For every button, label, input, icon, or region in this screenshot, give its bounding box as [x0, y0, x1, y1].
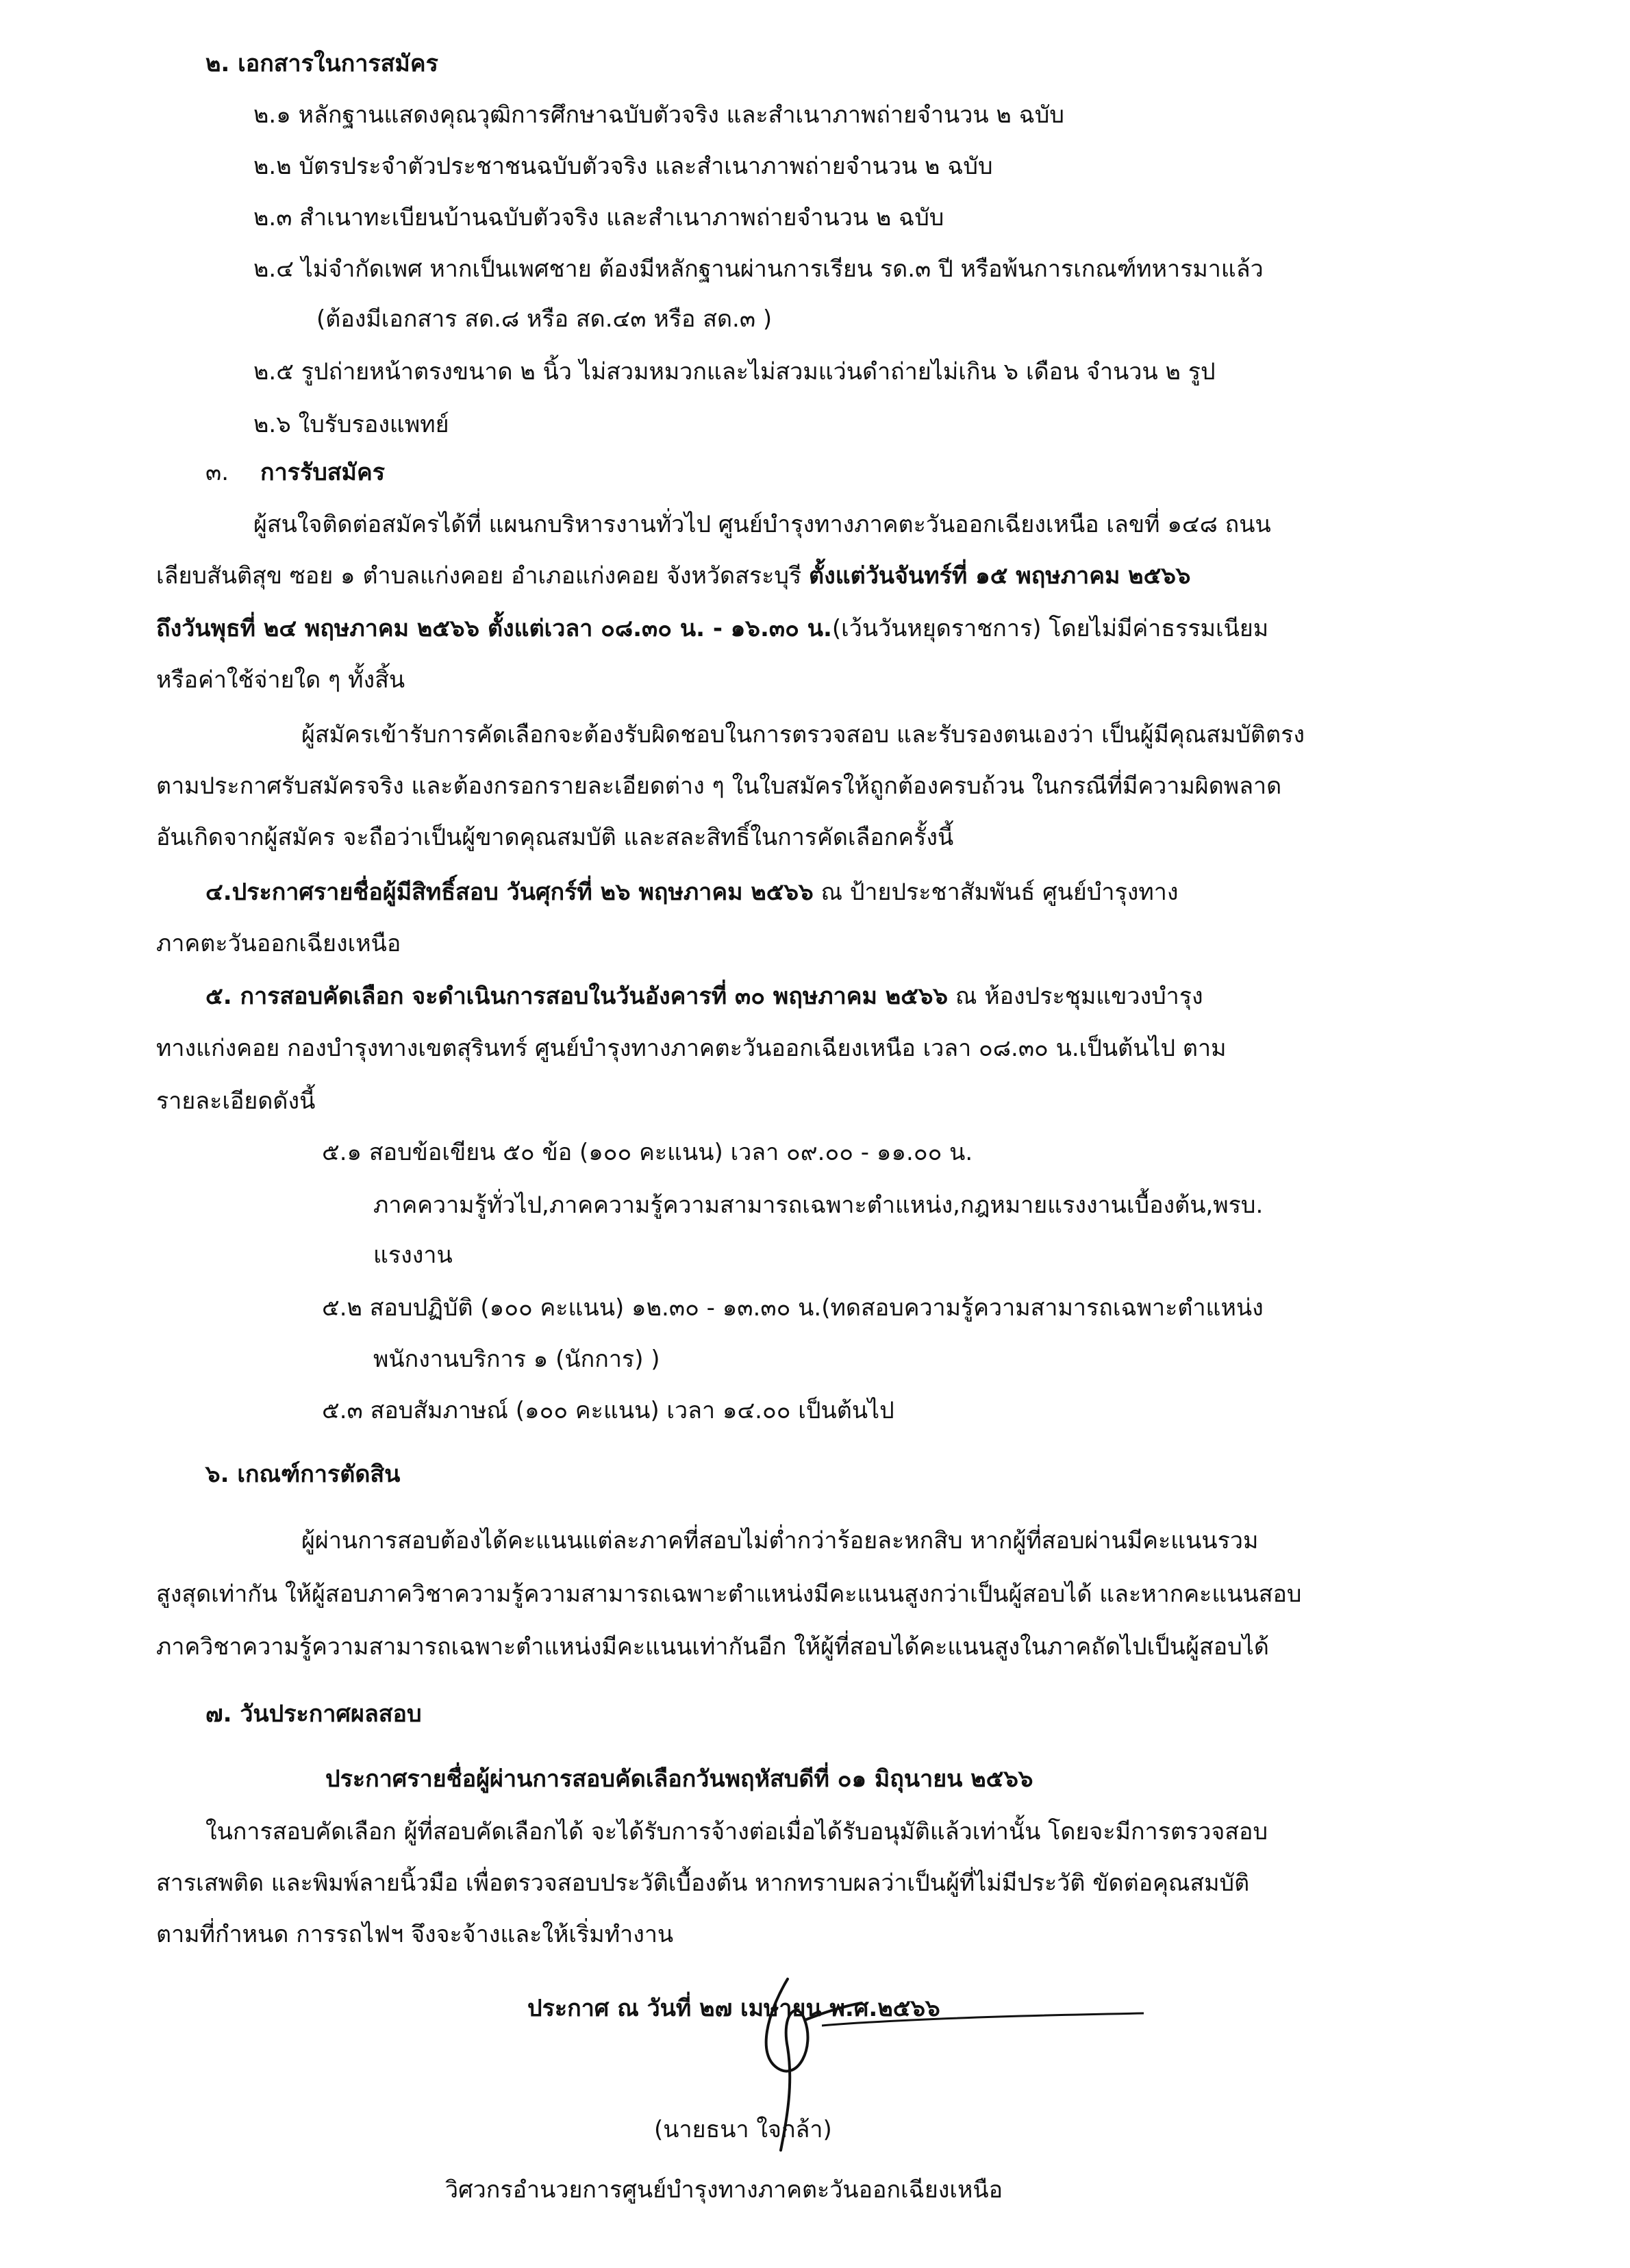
item-5-1-detail-2: แรงงาน [373, 1242, 453, 1269]
item-2-6: ๒.๖ ใบรับรองแพทย์ [253, 411, 449, 438]
section-5-line3: รายละเอียดดังนี้ [156, 1087, 316, 1115]
section-3-p2-line2: ตามประกาศรับสมัครจริง และต้องกรอกรายละเอียดต่าง ๆ ในใบสมัครให้ถูกต้องครบถ้วน ในกรณีที่มีความผิดพลาด [156, 772, 1282, 800]
section-6-line3: ภาควิชาความรู้ความสามารถเฉพาะตำแหน่งมีคะแนนเท่ากันอีก ให้ผู้ที่สอบได้คะแนนสูงในภาคถัดไปเป็นผู้สอบได้ [156, 1633, 1269, 1661]
section-2-heading: ๒. เอกสารในการสมัคร [205, 50, 438, 77]
item-5-2-detail: พนักงานบริการ ๑ (นักการ) ) [373, 1346, 660, 1373]
item-5-2: ๕.๒ สอบปฏิบัติ (๑๐๐ คะแนน) ๑๒.๓๐ - ๑๓.๓๐ น.(ทดสอบความรู้ความสามารถเฉพาะตำแหน่ง [322, 1294, 1264, 1322]
item-2-2: ๒.๒ บัตรประจำตัวประชาชนฉบับตัวจริง และสำเนาภาพถ่ายจำนวน ๒ ฉบับ [253, 153, 993, 180]
item-5-1-detail: ภาคความรู้ทั่วไป,ภาคความรู้ความสามารถเฉพาะตำแหน่ง,กฎหมายแรงงานเบื้องต้น,พรบ. [373, 1192, 1264, 1219]
announcement-date: ประกาศ ณ วันที่ ๒๗ เมษายน พ.ศ.๒๕๖๖ [527, 1995, 940, 2022]
item-2-1: ๒.๑ หลักฐานแสดงคุณวุฒิการศึกษาฉบับตัวจริง และสำเนาภาพถ่ายจำนวน ๒ ฉบับ [253, 101, 1064, 129]
section-3-p1-line2: เลียบสันติสุข ซอย ๑ ตำบลแก่งคอย อำเภอแก่งคอย จังหวัดสระบุรี ตั้งแต่วันจันทร์ที่ ๑๕ พฤษภาคม ๒๕๖๖ [156, 562, 1191, 590]
section-7-line1: ในการสอบคัดเลือก ผู้ที่สอบคัดเลือกได้ จะได้รับการจ้างต่อเมื่อได้รับอนุมัติแล้วเท่านั้น โดยจะมีการตรวจสอบ [205, 1818, 1268, 1845]
section-7-line2: สารเสพติด และพิมพ์ลายนิ้วมือ เพื่อตรวจสอบประวัติเบื้องต้น หากทราบผลว่าเป็นผู้ที่ไม่มีประวัติ ขัดต่อคุณสมบัติ [156, 1869, 1250, 1897]
section-3-heading: การรับสมัคร [260, 459, 385, 486]
section-6-line1: ผู้ผ่านการสอบต้องได้คะแนนแต่ละภาคที่สอบไม่ต่ำกว่าร้อยละหกสิบ หากผู้ที่สอบผ่านมีคะแนนรวม [301, 1527, 1259, 1554]
section-3-p1-line1: ผู้สนใจติดต่อสมัครได้ที่ แผนกบริหารงานทั่วไป ศูนย์บำรุงทางภาคตะวันออกเฉียงเหนือ เลขที่ ๑๔๘ ถนน [253, 511, 1271, 538]
section-4-line2: ภาคตะวันออกเฉียงเหนือ [156, 930, 401, 957]
section-5-line1: ๕. การสอบคัดเลือก จะดำเนินการสอบในวันอังคารที่ ๓๐ พฤษภาคม ๒๕๖๖ ณ ห้องประชุมแขวงบำรุง [205, 983, 1203, 1010]
item-2-4-note: (ต้องมีเอกสาร สด.๘ หรือ สด.๔๓ หรือ สด.๓ ) [316, 305, 773, 333]
strikethrough-mark [822, 2012, 1144, 2032]
section-5-line2: ทางแก่งคอย กองบำรุงทางเขตสุรินทร์ ศูนย์บำรุงทางภาคตะวันออกเฉียงเหนือ เวลา ๐๘.๓๐ น.เป็นต้นไป ตาม [156, 1035, 1227, 1062]
signatory-name: (นายธนา ใจกล้า) [654, 2116, 832, 2143]
section-3-number: ๓. [205, 459, 229, 486]
section-3-p2-line3: อันเกิดจากผู้สมัคร จะถือว่าเป็นผู้ขาดคุณสมบัติ และสละสิทธิ์ในการคัดเลือกครั้งนี้ [156, 824, 954, 851]
section-7-announcement: ประกาศรายชื่อผู้ผ่านการสอบคัดเลือกวันพฤหัสบดีที่ ๐๑ มิถุนายน ๒๕๖๖ [325, 1765, 1033, 1793]
section-6-line2: สูงสุดเท่ากัน ให้ผู้สอบภาควิชาความรู้ความสามารถเฉพาะตำแหน่งมีคะแนนสูงกว่าเป็นผู้สอบได้ และหากคะแนนสอบ [156, 1580, 1302, 1608]
item-2-5: ๒.๕ รูปถ่ายหน้าตรงขนาด ๒ นิ้ว ไม่สวมหมวกและไม่สวมแว่นดำถ่ายไม่เกิน ๖ เดือน จำนวน ๒ รูป [253, 358, 1216, 386]
signatory-position: วิศวกรอำนวยการศูนย์บำรุงทางภาคตะวันออกเฉียงเหนือ [445, 2176, 1003, 2204]
section-4-line1: ๔.ประกาศรายชื่อผู้มีสิทธิ์สอบ วันศุกร์ที่ ๒๖ พฤษภาคม ๒๕๖๖ ณ ป้ายประชาสัมพันธ์ ศูนย์บำรุงทาง [205, 879, 1179, 906]
item-5-1: ๕.๑ สอบข้อเขียน ๕๐ ข้อ (๑๐๐ คะแนน) เวลา ๐๙.๐๐ - ๑๑.๐๐ น. [322, 1139, 973, 1166]
section-6-heading: ๖. เกณฑ์การตัดสิน [205, 1461, 401, 1488]
section-3-p2-line1: ผู้สมัครเข้ารับการคัดเลือกจะต้องรับผิดชอบในการตรวจสอบ และรับรองตนเองว่า เป็นผู้มีคุณสมบัติตรง [301, 721, 1305, 748]
section-3-p1-line4: หรือค่าใช้จ่ายใด ๆ ทั้งสิ้น [156, 666, 405, 694]
section-3-p1-line3: ถึงวันพุธที่ ๒๔ พฤษภาคม ๒๕๖๖ ตั้งแต่เวลา ๐๘.๓๐ น. - ๑๖.๓๐ น.(เว้นวันหยุดราชการ) โดยไม่มีค่าธรรมเนียม [156, 615, 1269, 642]
item-2-4: ๒.๔ ไม่จำกัดเพศ หากเป็นเพศชาย ต้องมีหลักฐานผ่านการเรียน รด.๓ ปี หรือพ้นการเกณฑ์ทหารมาแล้ว [253, 255, 1264, 283]
item-5-3: ๕.๓ สอบสัมภาษณ์ (๑๐๐ คะแนน) เวลา ๑๔.๐๐ เป็นต้นไป [322, 1397, 894, 1424]
section-7-heading: ๗. วันประกาศผลสอบ [205, 1700, 422, 1728]
section-7-line3: ตามที่กำหนด การรถไฟฯ จึงจะจ้างและให้เริ่มทำงาน [156, 1921, 674, 1948]
item-2-3: ๒.๓ สำเนาทะเบียนบ้านฉบับตัวจริง และสำเนาภาพถ่ายจำนวน ๒ ฉบับ [253, 204, 944, 231]
